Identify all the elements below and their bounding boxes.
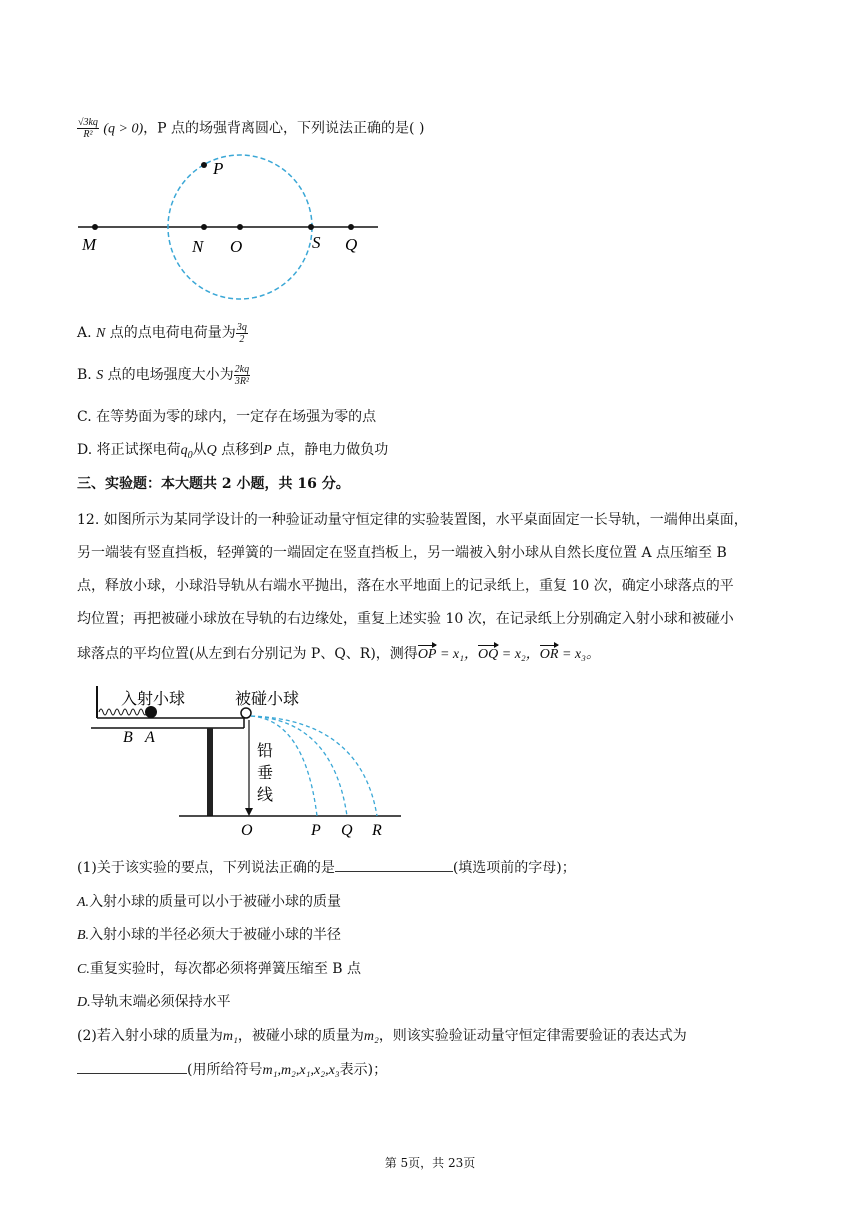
label-O: O <box>241 822 253 839</box>
point-O <box>237 224 243 230</box>
q11-figure <box>70 148 390 306</box>
label-plumb-3: 线 <box>257 785 274 804</box>
option-d-var3: P <box>263 443 272 458</box>
part-2b-end: 表示)； <box>339 1062 388 1078</box>
page-footer: 第 5页，共 23页 <box>384 1156 476 1170</box>
option-a-text: 点的点电荷电荷量为 <box>105 325 236 341</box>
point-N <box>201 224 207 230</box>
label-P: P <box>213 159 224 178</box>
part-2-m2: m₂ <box>363 1029 379 1044</box>
q12-line-5 <box>77 643 600 663</box>
option-b-prefix: B. <box>77 367 97 383</box>
frac-denominator: R² <box>83 129 93 140</box>
frac-numerator: √3kq <box>78 117 98 128</box>
plumb-arrow <box>245 808 253 816</box>
option-b-fraction <box>234 364 250 387</box>
label-P: P <box>311 822 321 839</box>
answer-blank-2[interactable] <box>77 1059 187 1074</box>
option-b-text: 点的电场强度大小为 <box>103 367 234 383</box>
option-b-den: 3R² <box>234 375 249 387</box>
option-d-mid: 从 <box>192 442 207 458</box>
q12-line-2: 另一端装有竖直挡板，轻弹簧的一端固定在竖直挡板上，另一端被入射小球从自然长度位置 A 点压缩至 B <box>77 545 727 561</box>
option-d-prefix: D. 将正试探电荷 <box>77 442 181 458</box>
q11-option-b <box>77 360 250 391</box>
q11-option-d <box>77 439 388 461</box>
option-a-prefix: A. <box>77 325 97 341</box>
option-d-var: q <box>180 443 188 458</box>
letter-c: C. <box>77 962 90 977</box>
point-M <box>92 224 98 230</box>
q11-option-a <box>77 318 248 349</box>
q11-intro-line <box>77 117 424 140</box>
q12-line-4: 均位置；再把被碰小球放在导轨的右边缘处，重复上述实验 10 次，在记录纸上分别确定入射小球和被碰小 <box>77 611 734 627</box>
section-title: 三、实验题：本大题共 2 小题，共 16 分。 <box>77 476 350 492</box>
label-incident: 入射小球 <box>121 689 186 708</box>
option-d-var2: Q <box>206 443 217 458</box>
intro-fraction <box>77 117 99 140</box>
spring <box>99 709 151 715</box>
label-S: S <box>312 233 321 252</box>
option-d-text: 导轨末端必须保持水平 <box>90 994 231 1010</box>
q12-option-d <box>77 991 231 1011</box>
q12-figure <box>85 680 405 840</box>
label-N: N <box>192 237 204 256</box>
q12-option-a <box>77 891 341 911</box>
label-B: B <box>123 729 133 746</box>
point-S <box>308 224 314 230</box>
q12-part-2 <box>77 1025 687 1045</box>
option-b-num: 2kq <box>234 363 250 375</box>
option-d-sub: 0 <box>187 449 193 461</box>
vector-OR: OR <box>539 647 559 662</box>
q11-option-c: C. 在等势面为零的球内，一定存在场强为零的点 <box>77 409 377 425</box>
eq-x3: = x₃。 <box>558 647 600 662</box>
vector-OQ: OQ <box>478 647 499 662</box>
option-a-var: N <box>96 326 106 341</box>
part-2-m1: m₁ <box>222 1029 238 1044</box>
target-ball <box>241 708 251 718</box>
part-2-mid: ，被碰小球的质量为 <box>237 1028 364 1044</box>
point-Q <box>348 224 354 230</box>
part-1-text: (1)关于该实验的要点，下列说法正确的是 <box>77 860 335 876</box>
vector-OP: OP <box>417 647 437 662</box>
q12-line-3: 点，释放小球，小球沿导轨从右端水平抛出，落在水平地面上的记录纸上，重复 10 次，确定小球落点的平 <box>77 578 734 594</box>
option-a-text: 入射小球的质量可以小于被碰小球的质量 <box>89 894 342 910</box>
letter-d: D. <box>77 995 91 1010</box>
part-2-text: (2)若入射小球的质量为 <box>77 1028 223 1044</box>
label-Q: Q <box>341 822 353 839</box>
part-2b-symbols: m₁,m₂,x₁,x₂,x₃ <box>262 1063 340 1078</box>
letter-a: A. <box>77 895 90 910</box>
option-a-num: 3q <box>236 321 247 333</box>
label-target: 被碰小球 <box>235 689 300 708</box>
part-1-tail: (填选项前的字母)； <box>452 860 576 876</box>
q12-part-1 <box>77 857 576 877</box>
answer-blank-1[interactable] <box>335 857 453 872</box>
label-A: A <box>145 729 155 746</box>
label-R: R <box>372 822 382 839</box>
intro-condition: (q > 0) <box>103 121 144 137</box>
point-P <box>201 162 207 168</box>
option-a-fraction <box>236 322 248 345</box>
q12-option-c <box>77 958 361 978</box>
label-plumb-1: 铅 <box>257 741 274 760</box>
option-b-text: 入射小球的半径必须大于被碰小球的半径 <box>89 927 342 943</box>
option-c-text: 重复实验时，每次都必须将弹簧压缩至 B 点 <box>89 961 362 977</box>
eq-x2: = x₂， <box>498 647 540 662</box>
label-Q: Q <box>345 235 358 254</box>
q12-option-b <box>77 924 341 944</box>
table-leg <box>207 728 213 816</box>
q12-line-1: 12. 如图所示为某同学设计的一种验证动量守恒定律的实验装置图，水平桌面固定一长导轨，一端伸出桌面， <box>77 512 748 528</box>
line-5-text: 球落点的平均位置(从左到右分别记为 P、Q、R)，测得 <box>77 646 418 662</box>
label-M: M <box>82 235 97 254</box>
eq-x1: = x₁， <box>436 647 479 662</box>
q12-part-2b <box>77 1059 387 1079</box>
option-b-var: S <box>96 368 104 383</box>
part-2-end: ，则该实验验证动量守恒定律需要验证的表达式为 <box>378 1028 687 1044</box>
label-O: O <box>230 237 243 256</box>
option-d-mid2: 点移到 <box>216 442 264 458</box>
letter-b: B. <box>77 928 90 943</box>
label-plumb-2: 垂 <box>257 763 274 782</box>
part-2b-text: (用所给符号 <box>187 1062 263 1078</box>
intro-text: ，P 点的场强背离圆心，下列说法正确的是( ) <box>143 120 425 137</box>
option-a-den: 2 <box>239 333 245 345</box>
option-d-end: 点，静电力做负功 <box>271 442 389 458</box>
